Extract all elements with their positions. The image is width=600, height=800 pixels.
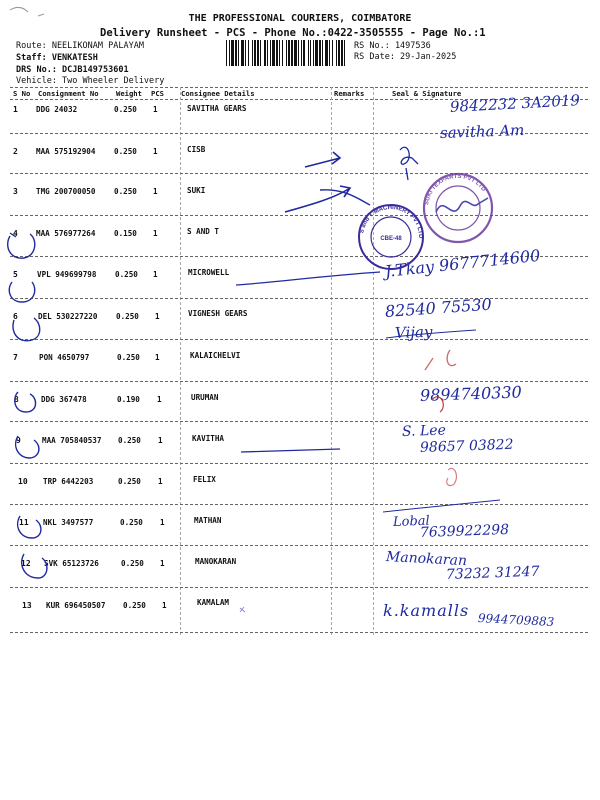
row-pcs: 1 xyxy=(153,229,158,238)
barcode-bar xyxy=(286,40,287,66)
signature-row-11-name: Lobal xyxy=(392,513,430,530)
row-pcs: 1 xyxy=(158,477,163,486)
svg-text:S and T MACHINERY PVT LTD xyxy=(359,205,423,239)
route-line: Route: NEELIKONAM PALAYAM xyxy=(16,41,144,51)
barcode-bar xyxy=(298,40,299,66)
row-consignment: MAA 575192904 xyxy=(36,147,96,156)
row-consignment: DDG 367478 xyxy=(41,395,87,404)
scribble-mark xyxy=(320,190,370,205)
runsheet-title: Delivery Runsheet - PCS - Phone No.:0422-3505555 - Page No.:1 xyxy=(100,27,486,39)
barcode-bar xyxy=(241,40,244,66)
row-consignment: SVK 65123726 xyxy=(44,559,99,568)
barcode-bar xyxy=(322,40,323,66)
barcode-bar xyxy=(245,40,246,66)
row-divider xyxy=(10,587,588,588)
row-weight: 0.250 xyxy=(118,477,141,486)
barcode-bar xyxy=(248,40,249,66)
barcode-bar xyxy=(270,40,271,66)
pen-line xyxy=(383,500,500,512)
row-sno: 3 xyxy=(13,187,18,196)
row-consignment: KUR 696450507 xyxy=(46,601,106,610)
row-weight: 0.250 xyxy=(114,187,137,196)
barcode-bar xyxy=(226,40,227,66)
row-divider xyxy=(10,298,588,299)
barcode-bar xyxy=(338,40,340,66)
barcode-bar xyxy=(303,40,305,66)
rs-number: RS No.: 1497536 xyxy=(354,41,431,51)
row-pcs: 1 xyxy=(155,353,160,362)
barcode-bar xyxy=(257,40,259,66)
barcode-bar xyxy=(264,40,266,66)
row-consignment: MAA 705840537 xyxy=(42,436,102,445)
barcode-bar xyxy=(231,40,234,66)
row-divider xyxy=(10,381,588,382)
signature-row-9-name: S. Lee xyxy=(401,422,447,440)
row-divider xyxy=(10,463,588,464)
row-sno: 10 xyxy=(18,477,28,486)
row-consignee: MICROWELL xyxy=(188,268,230,277)
row-sno: 1 xyxy=(13,105,18,114)
barcode-bar xyxy=(238,40,239,66)
col-pcs: PCS xyxy=(151,89,164,98)
row-sno: 13 xyxy=(22,601,32,610)
small-pen-mark xyxy=(240,607,245,612)
barcode-bar xyxy=(329,40,330,66)
barcode-bar xyxy=(336,40,337,66)
row-sno: 7 xyxy=(13,353,18,362)
signature-row-5: J.Tkay 9677714600 xyxy=(384,245,542,281)
row-sno: 4 xyxy=(13,229,18,238)
barcode-bar xyxy=(310,40,311,66)
row-divider xyxy=(10,504,588,505)
row-consignee: VIGNESH GEARS xyxy=(188,309,248,318)
col-remarks: Remarks xyxy=(334,89,365,98)
barcode-bar xyxy=(308,40,309,66)
row-sno: 9 xyxy=(16,436,21,445)
red-ink-mark xyxy=(447,468,457,485)
row-weight: 0.250 xyxy=(114,105,137,114)
company-name: THE PROFESSIONAL COURIERS, COIMBATORE xyxy=(188,13,412,24)
row-consignment: TRP 6442203 xyxy=(43,477,94,486)
signature-row-6-name: Vijay xyxy=(394,322,433,342)
row-sno: 11 xyxy=(19,518,29,527)
signature-row-1-name: savitha Am xyxy=(439,121,525,142)
row-weight: 0.250 xyxy=(115,270,138,279)
col-weight: Weight xyxy=(116,89,142,98)
row-sno: 12 xyxy=(21,559,31,568)
arrow-mark xyxy=(285,186,350,212)
barcode-bar xyxy=(282,40,283,66)
barcode-bar xyxy=(276,40,278,66)
signature-row-13-phone: 9944709883 xyxy=(477,611,555,629)
row-weight: 0.250 xyxy=(116,312,139,321)
barcode-bar xyxy=(325,40,328,66)
barcode-bar xyxy=(319,40,321,66)
col-divider xyxy=(180,87,181,635)
stamp-circle-text: SUKI TEXPARTS PVT LTD xyxy=(424,173,487,206)
row-pcs: 1 xyxy=(153,105,158,114)
barcode-bar xyxy=(272,40,275,66)
barcode-bar xyxy=(294,40,297,66)
row-consignment: TMG 200700050 xyxy=(36,187,96,196)
signature-row-8: 9894740330 xyxy=(419,382,523,405)
barcode-bar xyxy=(254,40,256,66)
barcode-bar xyxy=(344,40,345,66)
barcode-bar xyxy=(260,40,261,66)
row-sno: 5 xyxy=(13,270,18,279)
barcode-bar xyxy=(279,40,280,66)
barcode-bar xyxy=(315,40,318,66)
signature-row-12-phone: 73232 31247 xyxy=(445,563,540,583)
purple-company-stamp xyxy=(424,174,492,242)
col-divider xyxy=(373,87,374,635)
row-consignee: SUKI xyxy=(187,186,206,195)
row-divider xyxy=(10,339,588,340)
row-pcs: 1 xyxy=(155,312,160,321)
barcode-bar xyxy=(291,40,293,66)
barcode-bar xyxy=(267,40,268,66)
barcode-bar xyxy=(235,40,237,66)
signature-row-1-phone: 9842232 3A2019 xyxy=(449,91,581,116)
row-consignment: NKL 3497577 xyxy=(43,518,94,527)
col-consignee: Consignee Details xyxy=(181,89,255,98)
pen-line xyxy=(236,272,380,285)
row-divider xyxy=(10,215,588,216)
pen-line xyxy=(241,449,340,452)
row-weight: 0.250 xyxy=(117,353,140,362)
signature-row-6-number: 82540 75530 xyxy=(384,294,493,321)
barcode-bar xyxy=(288,40,290,66)
row-consignee: SAVITHA GEARS xyxy=(187,104,247,113)
barcode xyxy=(226,40,346,66)
row-weight: 0.250 xyxy=(120,518,143,527)
row-consignment: VPL 949699798 xyxy=(37,270,97,279)
row-consignee: URUMAN xyxy=(191,393,219,402)
col-sno: S No xyxy=(13,89,31,98)
row-divider xyxy=(10,545,588,546)
row-consignee: KAMALAM xyxy=(197,598,230,607)
row-consignee: MANOKARAN xyxy=(195,557,237,566)
row-pcs: 1 xyxy=(160,559,165,568)
circle-mark xyxy=(13,318,40,341)
row-pcs: 1 xyxy=(162,601,167,610)
row-consignee: CISB xyxy=(187,145,206,154)
signature-row-13-name: k.kamalls xyxy=(383,601,470,620)
row-sno: 2 xyxy=(13,147,18,156)
signature-row-11-phone: 7639922298 xyxy=(419,521,510,541)
row-weight: 0.250 xyxy=(114,147,137,156)
row-consignee: S AND T xyxy=(187,227,220,236)
barcode-bar xyxy=(313,40,314,66)
row-pcs: 1 xyxy=(153,270,158,279)
signature-row-9-phone: 98657 03822 xyxy=(419,436,514,456)
rs-date: RS Date: 29-Jan-2025 xyxy=(354,52,457,62)
row-sno: 8 xyxy=(14,395,19,404)
row-weight: 0.250 xyxy=(118,436,141,445)
row-consignment: DEL 530227220 xyxy=(38,312,98,321)
row-weight: 0.250 xyxy=(121,559,144,568)
barcode-bar xyxy=(301,40,302,66)
col-seal-signature: Seal & Signature xyxy=(392,89,462,98)
row-consignment: PON 4650797 xyxy=(39,353,90,362)
row-weight: 0.190 xyxy=(117,395,140,404)
row-consignee: KAVITHA xyxy=(192,434,225,443)
row-pcs: 1 xyxy=(153,187,158,196)
row-weight: 0.150 xyxy=(114,229,137,238)
row-consignment: DDG 24032 xyxy=(36,105,78,114)
row-pcs: 1 xyxy=(157,395,162,404)
table-bottom-rule xyxy=(10,632,588,633)
row-weight: 0.250 xyxy=(123,601,146,610)
barcode-bar xyxy=(229,40,230,66)
header-top-rule xyxy=(10,87,588,88)
row-pcs: 1 xyxy=(153,147,158,156)
row-pcs: 1 xyxy=(158,436,163,445)
svg-text:SUKI TEXPARTS PVT LTD xyxy=(424,174,487,206)
circle-mark xyxy=(9,282,35,302)
vehicle-line: Vehicle: Two Wheeler Delivery xyxy=(16,76,165,86)
row-consignment: MAA 576977264 xyxy=(36,229,96,238)
row-consignee: FELIX xyxy=(193,475,216,484)
barcode-bar xyxy=(252,40,253,66)
red-ink-mark xyxy=(425,350,456,370)
col-divider xyxy=(331,87,332,635)
col-consignment: Consignment No xyxy=(38,89,99,98)
row-pcs: 1 xyxy=(160,518,165,527)
row-divider xyxy=(10,421,588,422)
barcode-bar xyxy=(341,40,343,66)
row-consignee: MATHAN xyxy=(194,516,222,525)
row-sno: 6 xyxy=(13,312,18,321)
arrow-mark xyxy=(305,152,340,167)
stamp-circle-text: S and T MACHINERY PVT LTD xyxy=(359,204,424,239)
drs-number: DRS No.: DCJB149753601 xyxy=(16,65,129,75)
signature-row-12-name: Manokaran xyxy=(385,549,468,570)
stamp-center-text: CBE-48 xyxy=(380,236,402,242)
barcode-bar xyxy=(332,40,333,66)
row-consignee: KALAICHELVI xyxy=(190,351,241,360)
staff-line: Staff: VENKATESH xyxy=(16,53,98,63)
signature-scribble xyxy=(400,147,418,180)
row-divider xyxy=(10,173,588,174)
circle-mark xyxy=(8,234,35,258)
